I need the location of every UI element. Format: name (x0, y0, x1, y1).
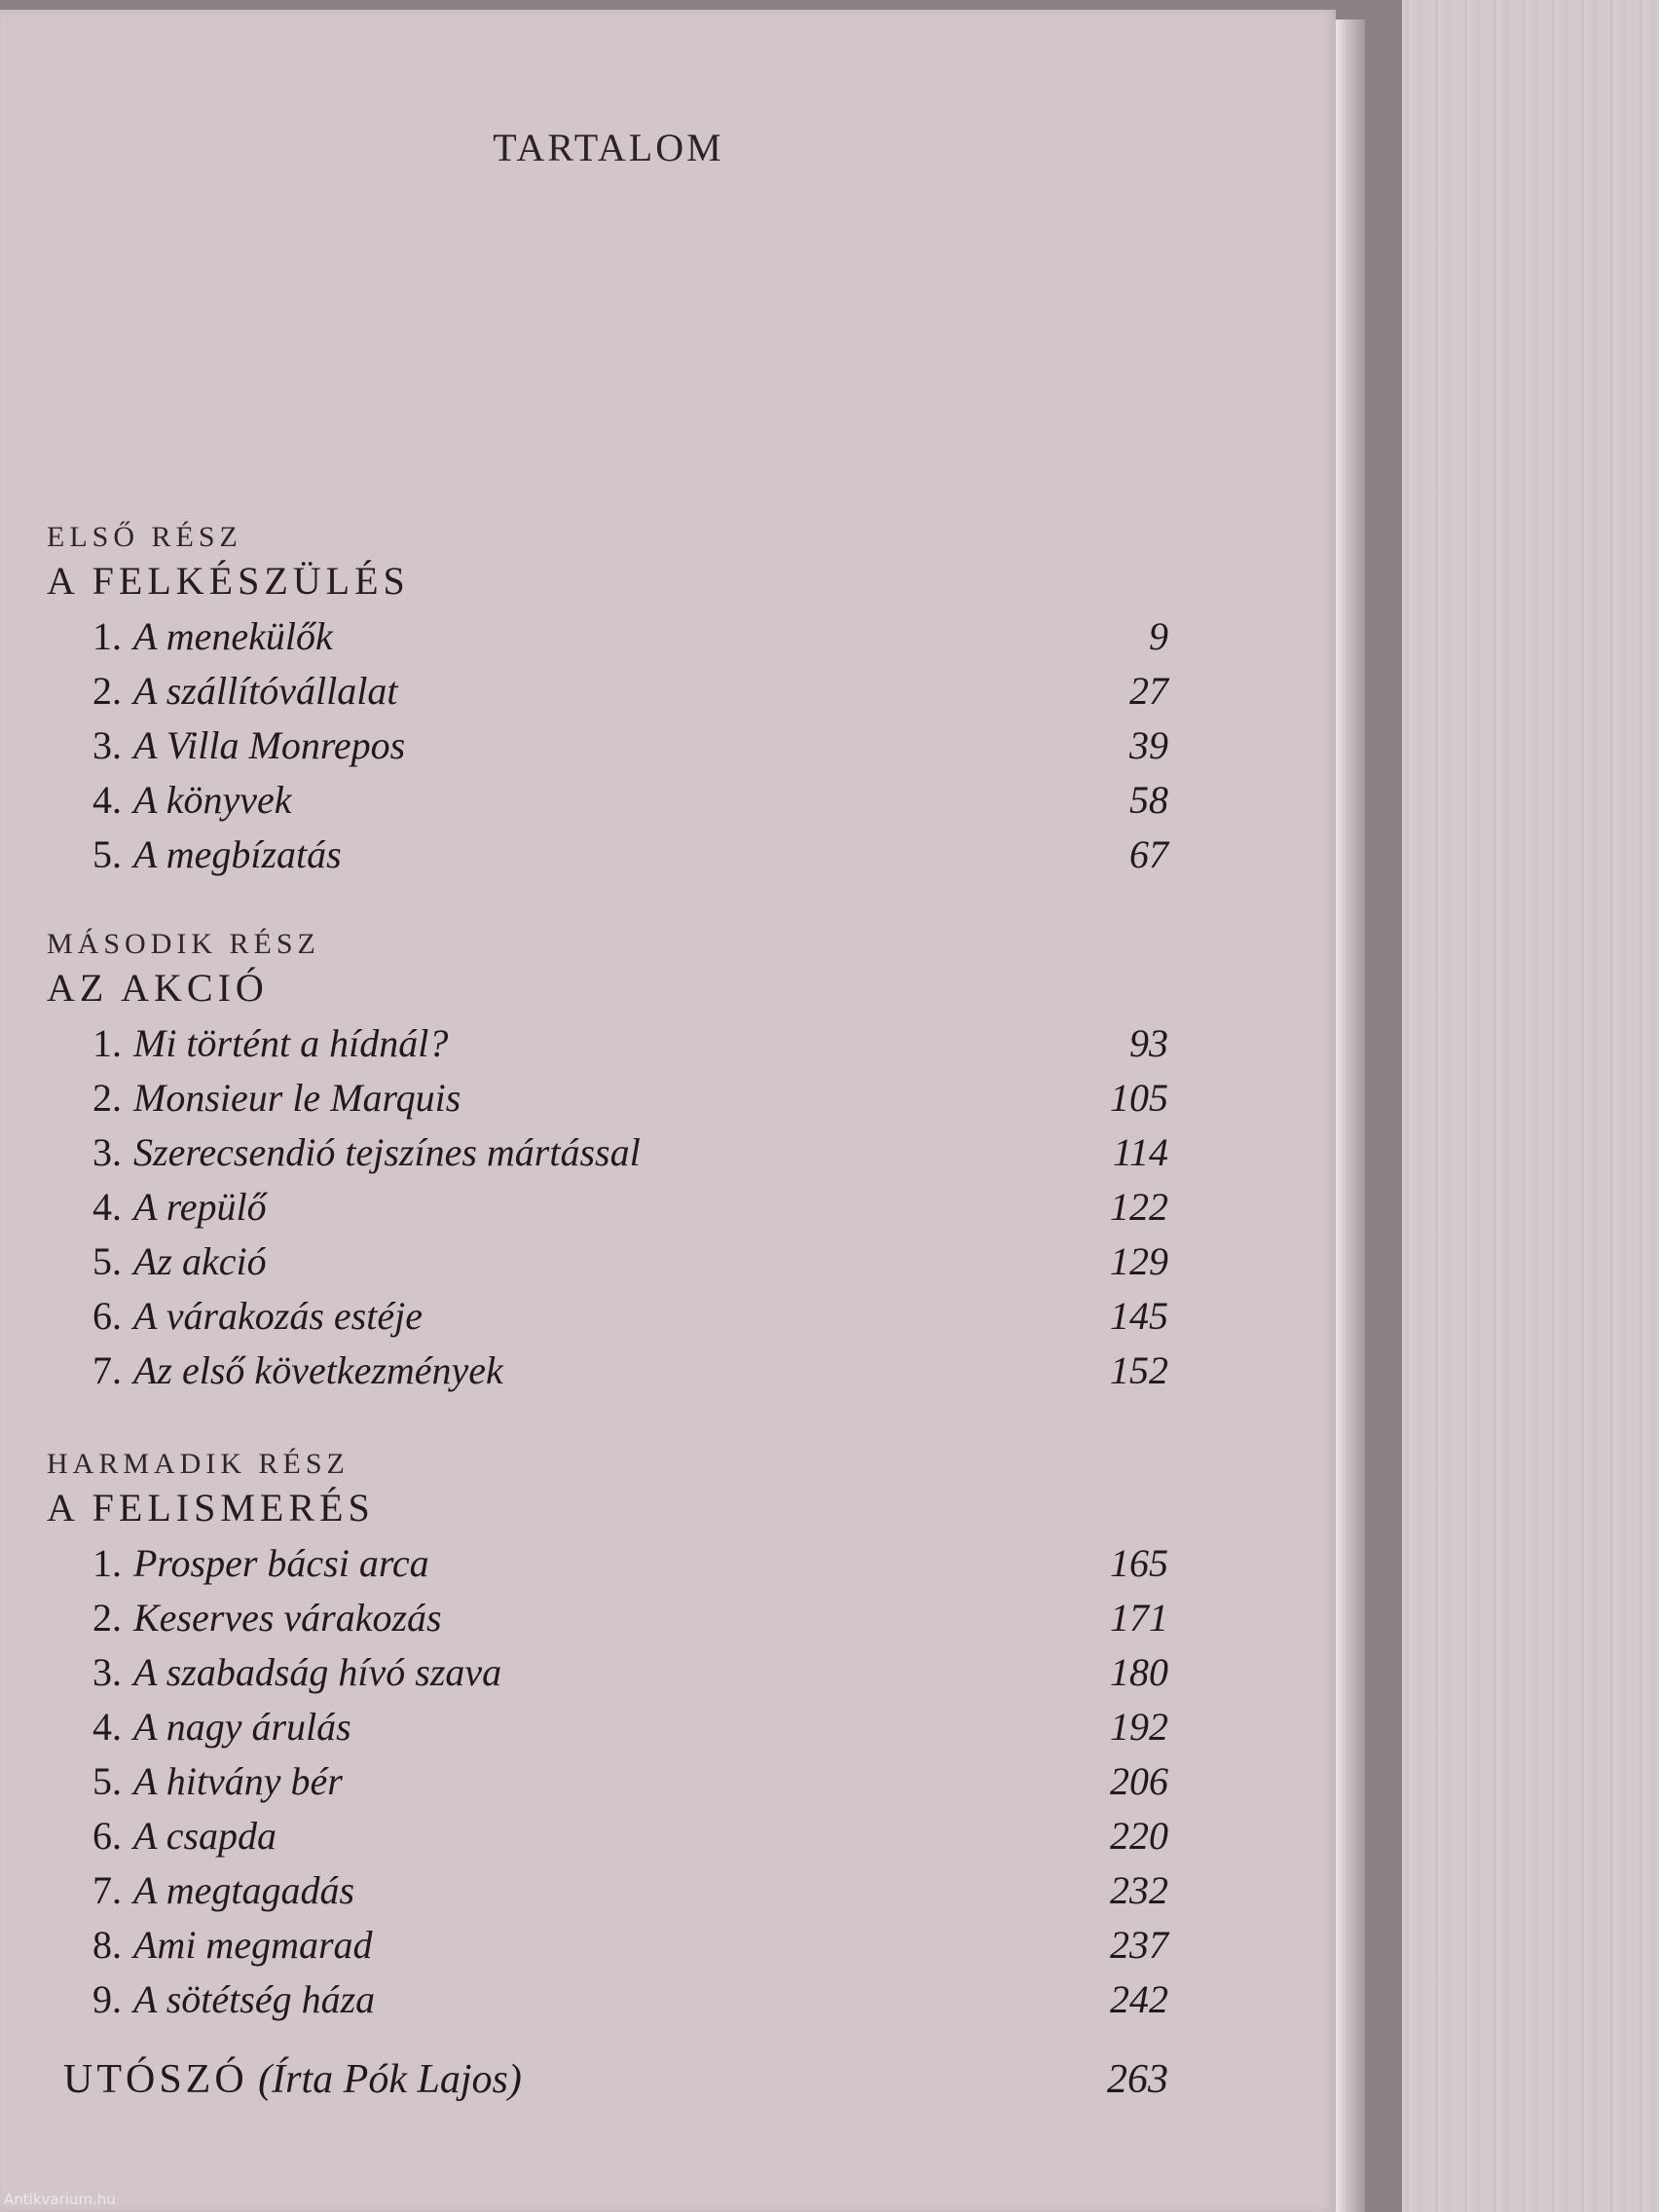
part-label: HARMADIK RÉSZ (47, 1448, 350, 1480)
toc-entry (92, 1813, 1168, 1867)
page-number: 27 (1129, 669, 1168, 713)
chapter-title: Ami megmarad (133, 1923, 373, 1967)
chapter-number: 3. (92, 1130, 122, 1174)
page-number: 114 (1112, 1130, 1168, 1174)
toc-entry (92, 1649, 1168, 1704)
part-header (47, 1445, 375, 1532)
page-number: 129 (1110, 1239, 1168, 1283)
toc-entry (92, 1976, 1168, 2031)
page-number: 232 (1110, 1868, 1168, 1912)
toc-entry (92, 1758, 1168, 1813)
chapter-title: A menekülők (133, 614, 333, 658)
chapter-number: 6. (92, 1294, 122, 1338)
toc-entry (92, 1075, 1168, 1129)
toc-entry (92, 722, 1168, 777)
chapter-number: 4. (92, 778, 122, 822)
chapter-title: Mi történt a hídnál? (133, 1021, 449, 1065)
part-title: A FELKÉSZÜLÉS (47, 559, 410, 603)
part-title: A FELISMERÉS (47, 1486, 375, 1530)
chapter-number: 1. (92, 614, 122, 658)
chapter-number: 5. (92, 1759, 122, 1803)
toc-entry (92, 1540, 1168, 1595)
chapter-number: 2. (92, 1596, 122, 1640)
watermark: Antikvarium.hu (4, 2191, 116, 2208)
page-number: 39 (1129, 723, 1168, 767)
chapter-number: 6. (92, 1814, 122, 1858)
toc-entry (92, 1867, 1168, 1922)
page-number: 206 (1110, 1759, 1168, 1803)
chapter-title: A megbízatás (133, 832, 342, 876)
chapter-title: Monsieur le Marquis (133, 1076, 461, 1120)
page-number: 192 (1110, 1705, 1168, 1749)
part-header (47, 518, 410, 606)
chapter-title: A nagy árulás (133, 1705, 351, 1749)
chapter-number: 3. (92, 723, 122, 767)
page-number: 93 (1129, 1021, 1168, 1065)
toc-entry (92, 777, 1168, 831)
chapter-number: 4. (92, 1185, 122, 1229)
page-number: 171 (1110, 1596, 1168, 1640)
toc-entry (92, 668, 1168, 722)
page-edge (1336, 19, 1365, 2212)
chapter-title: Az akció (133, 1239, 267, 1283)
page-number: 263 (1107, 2057, 1168, 2102)
chapter-title: A sötétség háza (133, 1977, 376, 2021)
afterword-note: (Írta Pók Lajos) (258, 2057, 522, 2102)
page-number: 145 (1110, 1294, 1168, 1338)
chapter-title: A könyvek (133, 778, 292, 822)
chapter-title: A repülő (133, 1185, 267, 1229)
page-number: 122 (1110, 1185, 1168, 1229)
page-title: TARTALOM (493, 126, 724, 169)
afterword-entry (63, 2056, 1168, 2115)
chapter-title: Az első következmények (133, 1348, 503, 1392)
toc-entry (92, 1704, 1168, 1758)
afterword-title: UTÓSZÓ (63, 2057, 248, 2102)
chapter-number: 2. (92, 1076, 122, 1120)
part-label: MÁSODIK RÉSZ (47, 928, 320, 960)
page-number: 9 (1149, 614, 1168, 658)
chapter-title: Prosper bácsi arca (133, 1541, 429, 1585)
chapter-title: A szállítóvállalat (133, 669, 398, 713)
chapter-title: A várakozás estéje (133, 1294, 423, 1338)
toc-entry (92, 613, 1168, 668)
chapter-number: 3. (92, 1650, 122, 1694)
chapter-title: A szabadság hívó szava (133, 1650, 502, 1694)
toc-entry (92, 831, 1168, 886)
chapter-title: A csapda (133, 1814, 277, 1858)
page-number: 165 (1110, 1541, 1168, 1585)
page-number: 237 (1110, 1923, 1168, 1967)
page-number: 67 (1129, 832, 1168, 876)
page-number: 105 (1110, 1076, 1168, 1120)
chapter-number: 2. (92, 669, 122, 713)
toc-entry (92, 1129, 1168, 1184)
part-header (47, 925, 320, 1013)
page-number: 180 (1110, 1650, 1168, 1694)
chapter-title: Szerecsendió tejszínes mártással (133, 1130, 641, 1174)
chapter-title: A megtagadás (133, 1868, 355, 1912)
chapter-title: Keserves várakozás (133, 1596, 442, 1640)
chapter-title: A hitvány bér (133, 1759, 343, 1803)
part-label: ELSŐ RÉSZ (47, 521, 242, 553)
toc-entry (92, 1238, 1168, 1293)
chapter-number: 5. (92, 1239, 122, 1283)
page-number: 58 (1129, 778, 1168, 822)
table-background (1363, 0, 1659, 2212)
chapter-number: 8. (92, 1923, 122, 1967)
chapter-number: 7. (92, 1868, 122, 1912)
toc-entry (92, 1020, 1168, 1075)
chapter-number: 5. (92, 832, 122, 876)
chapter-number: 1. (92, 1021, 122, 1065)
chapter-number: 4. (92, 1705, 122, 1749)
toc-entry (92, 1922, 1168, 1976)
page-number: 220 (1110, 1814, 1168, 1858)
part-title: AZ AKCIÓ (47, 966, 269, 1010)
page-number: 242 (1110, 1977, 1168, 2021)
toc-entry (92, 1184, 1168, 1238)
chapter-title: A Villa Monrepos (133, 723, 406, 767)
toc-entry (92, 1347, 1168, 1402)
chapter-number: 9. (92, 1977, 122, 2021)
chapter-number: 7. (92, 1348, 122, 1392)
page-number: 152 (1110, 1348, 1168, 1392)
chapter-number: 1. (92, 1541, 122, 1585)
toc-entry (92, 1293, 1168, 1347)
toc-entry (92, 1595, 1168, 1649)
